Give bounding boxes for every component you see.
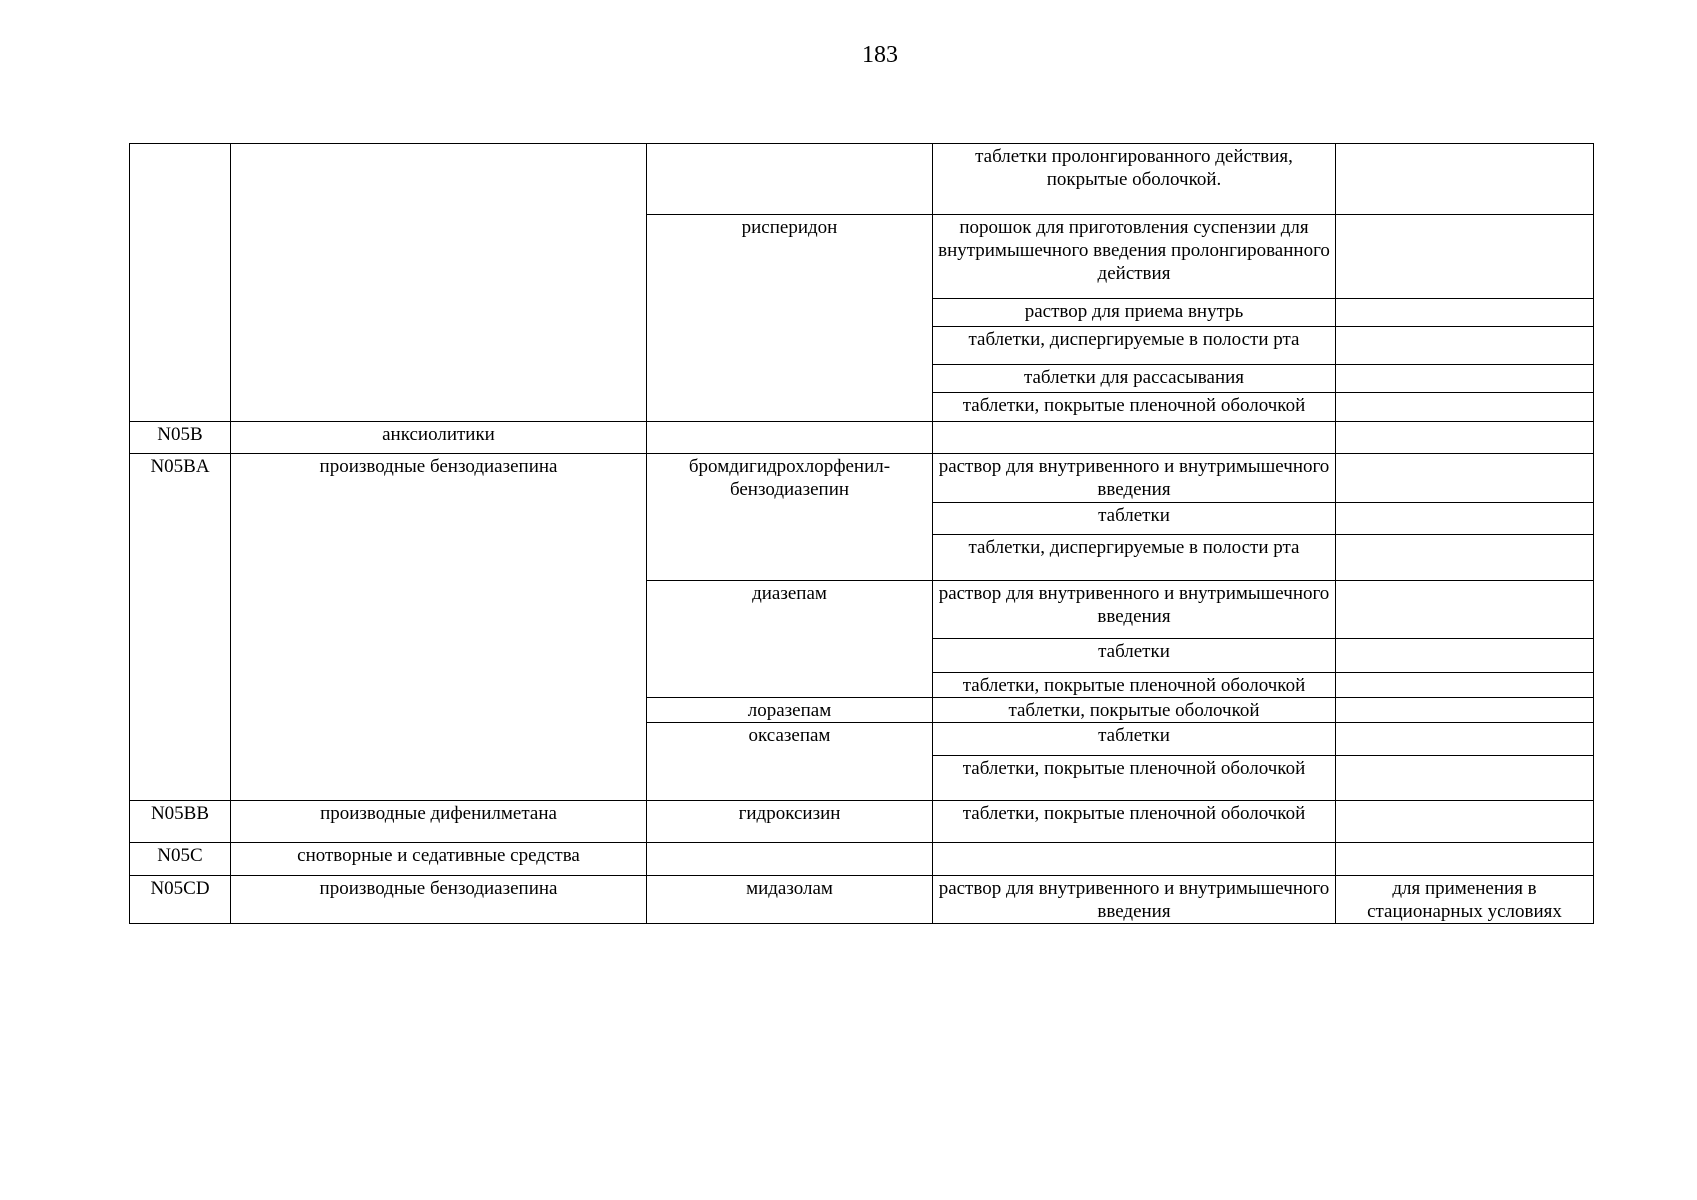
- note-cell: [1336, 454, 1594, 503]
- table-row: [130, 454, 1594, 503]
- atc-code-cell: N05BA: [130, 454, 231, 801]
- drug-cell: лоразепам: [647, 698, 933, 723]
- atc-code-cell: N05B: [130, 422, 231, 454]
- form-cell: таблетки, покрытые пленочной оболочкой: [933, 801, 1336, 843]
- form-cell: раствор для внутривенного и внутримышечного введения: [933, 581, 1336, 639]
- group-cell: снотворные и седативные средства: [231, 843, 647, 876]
- form-cell: таблетки, покрытые оболочкой: [933, 698, 1336, 723]
- table-row: [130, 843, 1594, 876]
- drug-cell: рисперидон: [647, 215, 933, 422]
- form-cell: [933, 843, 1336, 876]
- note-cell: [1336, 801, 1594, 843]
- note-cell: для применения в стационарных условиях: [1336, 876, 1594, 924]
- group-cell: производные бензодиазепина: [231, 876, 647, 924]
- drug-cell: гидроксизин: [647, 801, 933, 843]
- note-cell: [1336, 215, 1594, 299]
- note-cell: [1336, 698, 1594, 723]
- table-row: [130, 144, 1594, 215]
- drug-cell: [647, 422, 933, 454]
- group-cell: анксиолитики: [231, 422, 647, 454]
- form-cell: раствор для приема внутрь: [933, 299, 1336, 327]
- drug-cell: оксазепам: [647, 723, 933, 801]
- table-row: [130, 876, 1594, 924]
- note-cell: [1336, 843, 1594, 876]
- form-cell: раствор для внутривенного и внутримышечного введения: [933, 454, 1336, 503]
- note-cell: [1336, 639, 1594, 673]
- drug-cell: [647, 144, 933, 215]
- note-cell: [1336, 422, 1594, 454]
- note-cell: [1336, 365, 1594, 393]
- form-cell: таблетки, диспергируемые в полости рта: [933, 327, 1336, 365]
- note-cell: [1336, 581, 1594, 639]
- drug-cell: диазепам: [647, 581, 933, 698]
- note-cell: [1336, 327, 1594, 365]
- note-cell: [1336, 503, 1594, 535]
- page-number: 183: [862, 42, 898, 68]
- note-cell: [1336, 393, 1594, 422]
- atc-code-cell: N05BB: [130, 801, 231, 843]
- drug-cell: бромдигидрохлорфенил-бензодиазепин: [647, 454, 933, 581]
- group-cell: производные дифенилметана: [231, 801, 647, 843]
- form-cell: таблетки для рассасывания: [933, 365, 1336, 393]
- form-cell: порошок для приготовления суспензии для внутримышечного введения пролонгированного действия: [933, 215, 1336, 299]
- form-cell: таблетки: [933, 639, 1336, 673]
- form-cell: таблетки, покрытые пленочной оболочкой: [933, 673, 1336, 698]
- atc-code-cell: N05C: [130, 843, 231, 876]
- group-cell: производные бензодиазепина: [231, 454, 647, 801]
- table-row: [130, 422, 1594, 454]
- form-cell: раствор для внутривенного и внутримышечного введения: [933, 876, 1336, 924]
- form-cell: таблетки, покрытые пленочной оболочкой: [933, 393, 1336, 422]
- note-cell: [1336, 535, 1594, 581]
- form-cell: таблетки пролонгированного действия, покрытые оболочкой.: [933, 144, 1336, 215]
- drug-cell: мидазолам: [647, 876, 933, 924]
- note-cell: [1336, 723, 1594, 756]
- atc-code-cell: N05CD: [130, 876, 231, 924]
- group-cell: [231, 144, 647, 422]
- form-cell: таблетки: [933, 503, 1336, 535]
- form-cell: [933, 422, 1336, 454]
- form-cell: таблетки, диспергируемые в полости рта: [933, 535, 1336, 581]
- note-cell: [1336, 756, 1594, 801]
- drug-table: [129, 143, 1594, 924]
- form-cell: таблетки, покрытые пленочной оболочкой: [933, 756, 1336, 801]
- note-cell: [1336, 144, 1594, 215]
- note-cell: [1336, 299, 1594, 327]
- drug-cell: [647, 843, 933, 876]
- table-row: [130, 801, 1594, 843]
- form-cell: таблетки: [933, 723, 1336, 756]
- atc-code-cell: [130, 144, 231, 422]
- note-cell: [1336, 673, 1594, 698]
